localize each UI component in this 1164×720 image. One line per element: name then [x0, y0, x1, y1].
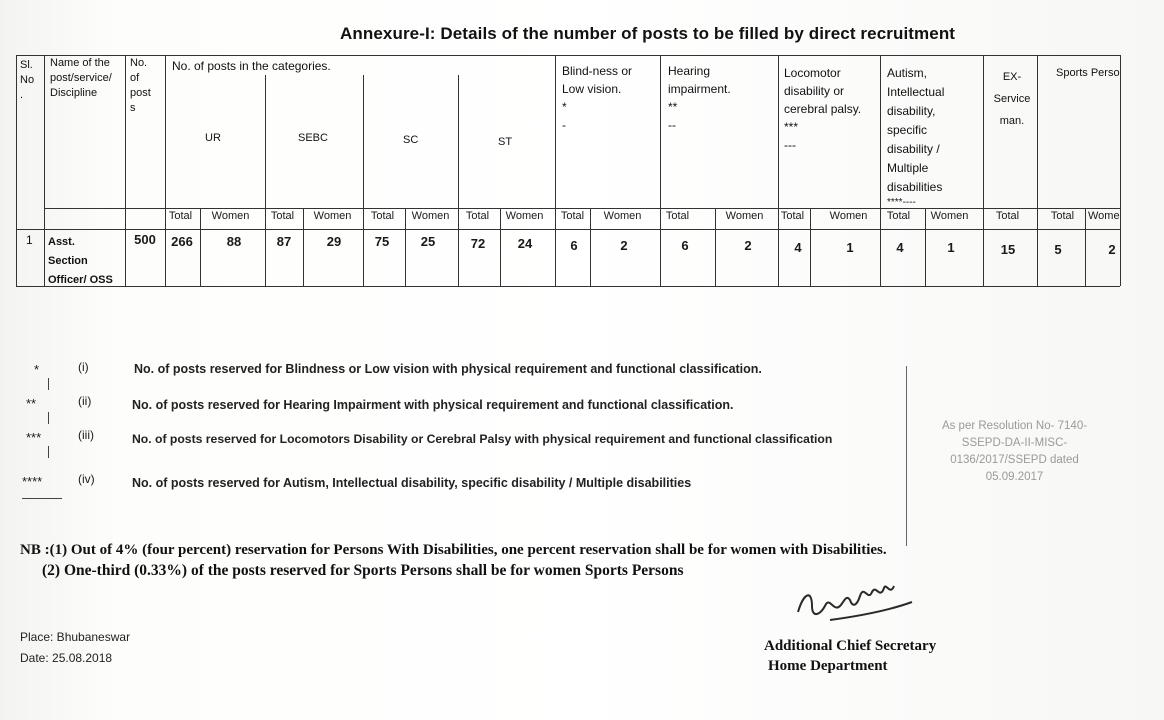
post-name: Asst. Section Officer/ OSS	[48, 236, 113, 286]
header-sl: Sl. No .	[20, 59, 35, 101]
header-post-name: Name of the post/service/ Discipline	[50, 57, 112, 99]
header-sebc: SEBC	[298, 132, 328, 144]
header-locomotor: Locomotor disability or cerebral palsy. *** ---	[784, 66, 862, 152]
place: Place: Bhubaneswar	[20, 630, 131, 644]
document-page: Annexure-I: Details of the number of posts to be filled by direct recruitment Sl. No . Name of the post/service/ Discipline No. of post s No. of posts in the categories. UR SEBC SC ST Blind-ness or Low vision. * - Hearing impairment. ** -- Locomotor disability or cerebral palsy. *** --- Autism, Intellectual disability, specific disability / Multiple disabilities ****---- EX- Service man. Sports Perso Total Women Total Women Total Women Total Women Total Women Total Women Total Women Total Women Total Total Wome 1 Asst. Section Officer/ OSS 500 266 88 87 29 75 25 72 24 6 2 6 2 4 1 4 1 15 5 2 * (i) No. of posts reserved for Blindness or Low vision with physical requirement and functional classification. ** (ii) No. of posts reserved for Hearing Impairment with physical requirement and functional classification. *** (iii) No. of posts reserved for Locomotors Disability or Cerebral Palsy with physical requirement and functional classification **** (iv) No. of posts reserved for Autism, Intellectual disability, specific disability / Multiple disabilities As per Resolution No- 7140- SSEPD-DA-II-MISC- 0136/2017/SSEPD dated 05.09.2017 NB :(1) Out of 4% (four percent) reservation for Persons With Disabilities, one percent reservation shall be for women with Disabilities. (2) One-third (0.33%) of the posts reserved for Sports Persons shall be for women Sports Persons Place: Bhubaneswar Date: 25.08.2018 Additional Chief Secretary Home Department	[0, 0, 1164, 720]
signatory-title: Additional Chief Secretary	[764, 638, 937, 654]
header-no-of-posts: No. of post s	[130, 57, 151, 114]
header-blindness: Blind-ness or Low vision. * -	[562, 64, 633, 132]
nb-line-2: (2) One-third (0.33%) of the posts reserved for Sports Persons shall be for women Sports Persons	[42, 562, 684, 579]
header-hearing: Hearing impairment. ** --	[668, 64, 731, 132]
date: Date: 25.08.2018	[20, 651, 113, 665]
header-autism: Autism, Intellectual disability, specific disability / Multiple disabilities ****----	[887, 66, 945, 208]
resolution-stamp: As per Resolution No- 7140- SSEPD-DA-II-MISC- 0136/2017/SSEPD dated 05.09.2017	[941, 420, 1088, 483]
header-ur: UR	[205, 132, 221, 144]
header-st: ST	[498, 136, 513, 148]
signatory-dept: Home Department	[768, 658, 888, 674]
header-exservice: EX- Service man.	[993, 71, 1031, 127]
header-categories: No. of posts in the categories.	[172, 59, 331, 73]
signature	[790, 572, 920, 632]
header-sc: SC	[403, 134, 419, 146]
nb-line-1: NB :(1) Out of 4% (four percent) reservation for Persons With Disabilities, one percent reservation shall be for women with Disabilities.	[20, 542, 887, 558]
document-title: Annexure-I: Details of the number of posts to be filled by direct recruitment	[340, 24, 956, 43]
header-sports: Sports Perso	[1056, 67, 1120, 79]
